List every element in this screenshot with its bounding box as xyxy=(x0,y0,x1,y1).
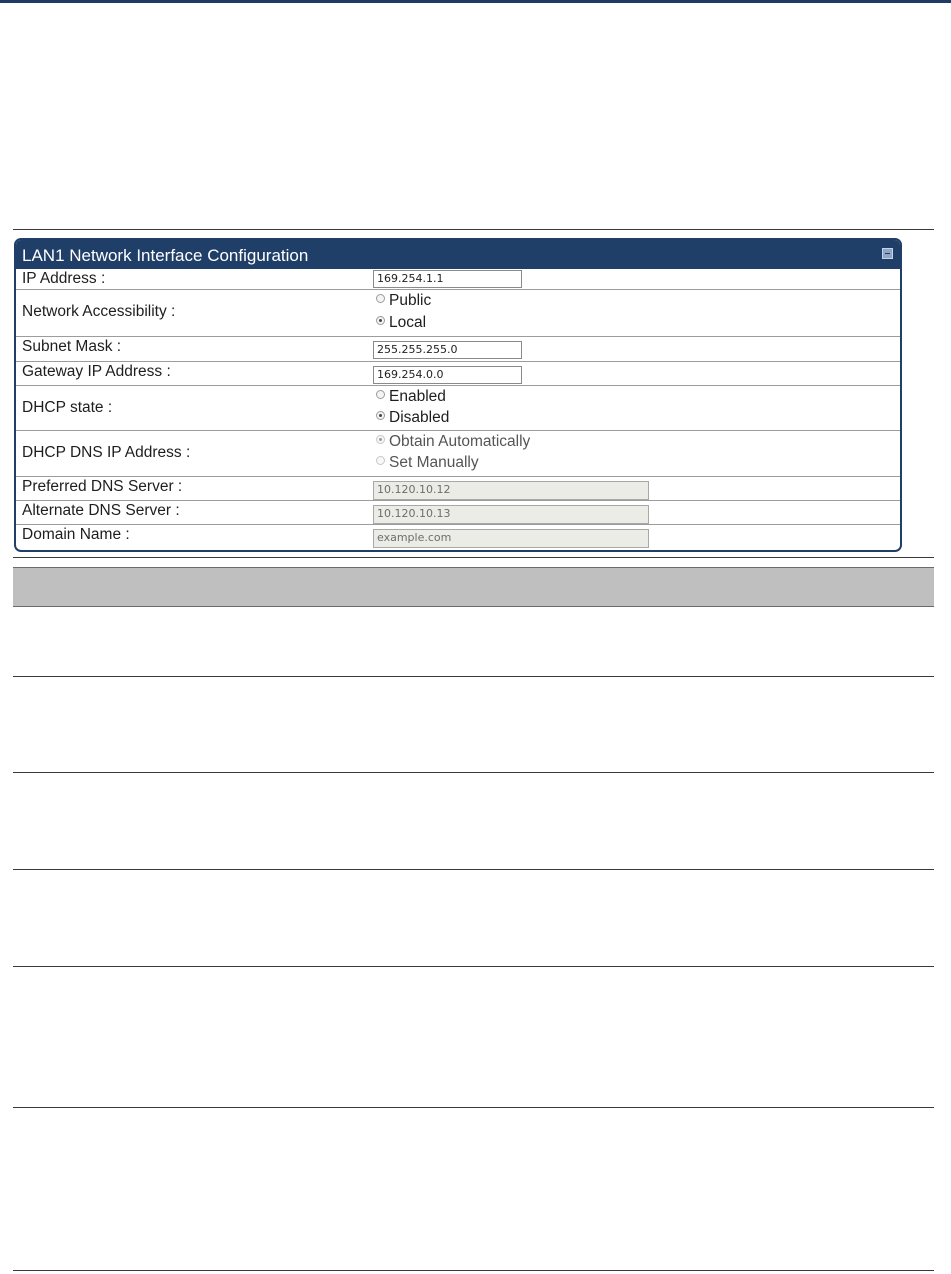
radio-disabled-label: Disabled xyxy=(389,409,450,426)
table-row-divider xyxy=(13,869,934,870)
preferred-dns-input[interactable]: 10.120.10.12 xyxy=(373,481,649,500)
panel-title: LAN1 Network Interface Configuration xyxy=(22,246,309,265)
radio-obtain-automatically-label: Obtain Automatically xyxy=(389,433,531,450)
radio-local-label: Local xyxy=(389,314,427,331)
lan1-config-panel xyxy=(14,238,902,552)
gateway-ip-label: Gateway IP Address : xyxy=(22,363,171,380)
preferred-dns-label: Preferred DNS Server : xyxy=(22,478,183,495)
row-network-accessibility xyxy=(16,290,900,337)
table-row-divider xyxy=(13,1270,934,1271)
radio-disabled-button[interactable] xyxy=(376,411,385,420)
radio-local-button[interactable] xyxy=(376,316,385,325)
radio-obtain-automatically[interactable] xyxy=(376,433,530,451)
row-dhcp-dns xyxy=(16,431,900,477)
radio-disabled[interactable] xyxy=(376,409,449,427)
row-dhcp-state xyxy=(16,386,900,431)
radio-enabled[interactable] xyxy=(376,388,446,406)
radio-set-manually-label: Set Manually xyxy=(389,454,479,471)
table-row-divider xyxy=(13,772,934,773)
radio-public[interactable] xyxy=(376,292,431,310)
table-row-divider xyxy=(13,676,934,677)
radio-enabled-label: Enabled xyxy=(389,388,446,405)
dhcp-state-label: DHCP state : xyxy=(22,399,113,416)
radio-obtain-automatically-button[interactable] xyxy=(376,435,385,444)
domain-name-label: Domain Name : xyxy=(22,526,130,543)
radio-set-manually[interactable] xyxy=(376,454,479,472)
table-row-divider xyxy=(13,1107,934,1108)
subnet-mask-input[interactable]: 255.255.255.0 xyxy=(373,341,522,359)
subnet-mask-label: Subnet Mask : xyxy=(22,338,122,355)
radio-public-label: Public xyxy=(389,292,432,309)
table-header xyxy=(13,567,934,607)
ip-address-label: IP Address : xyxy=(22,270,106,287)
divider-top xyxy=(13,229,934,230)
radio-local[interactable] xyxy=(376,314,426,332)
row-subnet-mask xyxy=(16,337,900,362)
table-row-divider xyxy=(13,966,934,967)
row-gateway-ip xyxy=(16,362,900,386)
alternate-dns-label: Alternate DNS Server : xyxy=(22,502,180,519)
radio-public-button[interactable] xyxy=(376,294,385,303)
domain-name-input[interactable]: example.com xyxy=(373,529,649,548)
gateway-ip-input[interactable]: 169.254.0.0 xyxy=(373,366,522,384)
row-preferred-dns xyxy=(16,477,900,501)
divider-panel-bottom xyxy=(13,557,934,558)
dhcp-dns-label: DHCP DNS IP Address : xyxy=(22,444,191,461)
minus-square-icon[interactable] xyxy=(882,248,893,259)
top-rule xyxy=(0,0,951,3)
alternate-dns-input[interactable]: 10.120.10.13 xyxy=(373,505,649,524)
radio-enabled-button[interactable] xyxy=(376,390,385,399)
row-alternate-dns xyxy=(16,501,900,525)
ip-address-input[interactable]: 169.254.1.1 xyxy=(373,270,522,288)
radio-set-manually-button[interactable] xyxy=(376,456,385,465)
row-ip-address xyxy=(16,269,900,290)
panel-header xyxy=(16,240,900,269)
network-accessibility-label: Network Accessibility : xyxy=(22,303,176,320)
row-domain-name xyxy=(16,525,900,550)
